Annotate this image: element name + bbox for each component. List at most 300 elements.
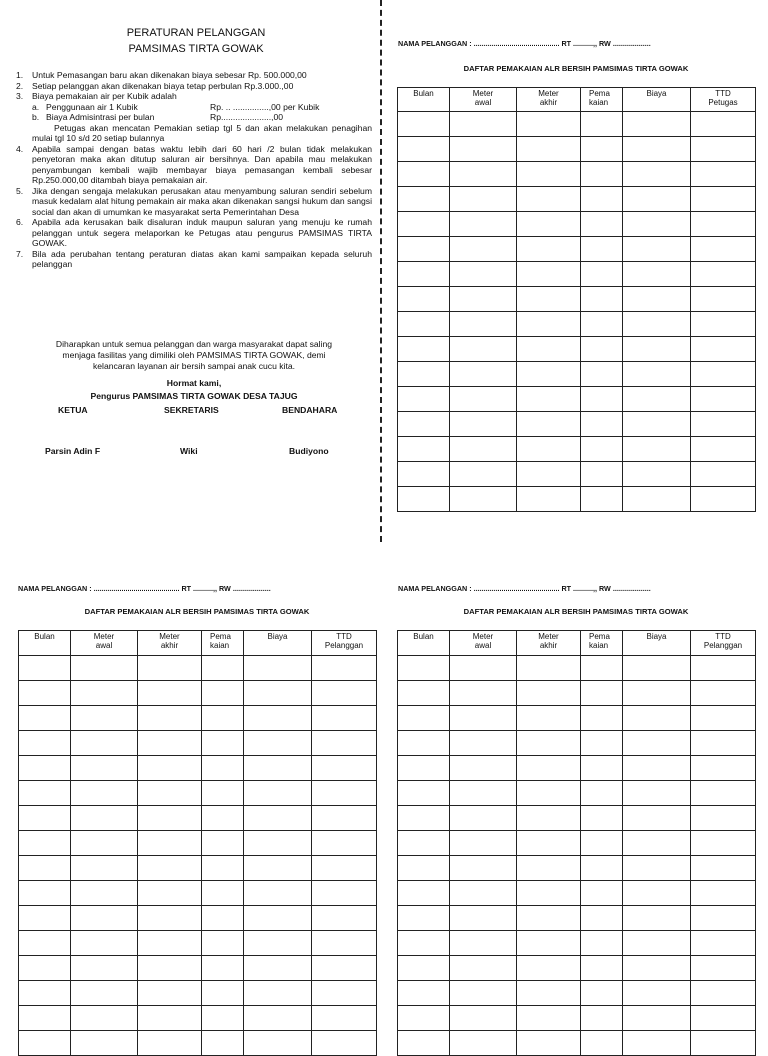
table-cell[interactable]: [312, 856, 377, 881]
table-cell[interactable]: [450, 237, 517, 262]
table-cell[interactable]: [581, 387, 623, 412]
table-cell[interactable]: [517, 881, 581, 906]
table-cell[interactable]: [450, 1006, 517, 1031]
table-cell[interactable]: [581, 137, 623, 162]
table-cell[interactable]: [71, 706, 138, 731]
table-cell[interactable]: [623, 412, 691, 437]
table-cell[interactable]: [691, 656, 756, 681]
table-cell[interactable]: [581, 956, 623, 981]
table-cell[interactable]: [312, 1031, 377, 1056]
table-cell[interactable]: [517, 931, 581, 956]
table-cell[interactable]: [244, 706, 312, 731]
table-cell[interactable]: [581, 706, 623, 731]
table-cell[interactable]: [517, 412, 581, 437]
table-cell[interactable]: [244, 1031, 312, 1056]
table-cell[interactable]: [517, 756, 581, 781]
table-cell[interactable]: [71, 981, 138, 1006]
table-cell[interactable]: [398, 487, 450, 512]
table-cell[interactable]: [517, 1006, 581, 1031]
table-cell[interactable]: [19, 931, 71, 956]
table-cell[interactable]: [691, 137, 756, 162]
table-cell[interactable]: [691, 731, 756, 756]
table-row: [398, 881, 756, 906]
table-cell[interactable]: [623, 931, 691, 956]
table-cell[interactable]: [312, 881, 377, 906]
table-cell[interactable]: [623, 731, 691, 756]
table-cell[interactable]: [623, 831, 691, 856]
table-cell[interactable]: [398, 387, 450, 412]
table-cell[interactable]: [450, 781, 517, 806]
table-cell[interactable]: [244, 956, 312, 981]
table-cell[interactable]: [691, 706, 756, 731]
table-cell[interactable]: [517, 656, 581, 681]
table-cell[interactable]: [623, 756, 691, 781]
table-cell[interactable]: [71, 906, 138, 931]
table-cell[interactable]: [312, 756, 377, 781]
table-cell[interactable]: [517, 956, 581, 981]
table-cell[interactable]: [691, 112, 756, 137]
table-cell[interactable]: [450, 731, 517, 756]
table-cell[interactable]: [71, 831, 138, 856]
table-cell[interactable]: [398, 287, 450, 312]
table-cell[interactable]: [398, 237, 450, 262]
table-cell[interactable]: [691, 212, 756, 237]
table-cell[interactable]: [138, 856, 202, 881]
table-cell[interactable]: [398, 931, 450, 956]
table-cell[interactable]: [244, 681, 312, 706]
table-cell[interactable]: [517, 237, 581, 262]
table-cell[interactable]: [71, 931, 138, 956]
table-cell[interactable]: [202, 856, 244, 881]
table-cell[interactable]: [623, 387, 691, 412]
table-cell[interactable]: [623, 856, 691, 881]
table-cell[interactable]: [691, 262, 756, 287]
table-cell[interactable]: [691, 956, 756, 981]
table-cell[interactable]: [581, 337, 623, 362]
table-cell[interactable]: [202, 831, 244, 856]
table-cell[interactable]: [581, 931, 623, 956]
table-cell[interactable]: [623, 437, 691, 462]
table-cell[interactable]: [691, 781, 756, 806]
table-cell[interactable]: [19, 956, 71, 981]
table-cell[interactable]: [623, 362, 691, 387]
table-cell[interactable]: [581, 312, 623, 337]
table-cell[interactable]: [581, 781, 623, 806]
table-cell[interactable]: [312, 956, 377, 981]
table-cell[interactable]: [312, 806, 377, 831]
table-row: [398, 681, 756, 706]
table-cell[interactable]: [398, 187, 450, 212]
table-cell[interactable]: [138, 1006, 202, 1031]
table-cell[interactable]: [19, 1031, 71, 1056]
table-cell[interactable]: [691, 806, 756, 831]
table-cell[interactable]: [450, 312, 517, 337]
table-cell[interactable]: [138, 881, 202, 906]
table-cell[interactable]: [517, 137, 581, 162]
table-cell[interactable]: [517, 1031, 581, 1056]
table-cell[interactable]: [581, 462, 623, 487]
table-cell[interactable]: [623, 781, 691, 806]
table-cell[interactable]: [691, 162, 756, 187]
table-cell[interactable]: [581, 756, 623, 781]
table-cell[interactable]: [581, 162, 623, 187]
table-cell[interactable]: [450, 212, 517, 237]
table-cell[interactable]: [691, 312, 756, 337]
table-cell[interactable]: [450, 112, 517, 137]
table-cell[interactable]: [450, 906, 517, 931]
table-cell[interactable]: [581, 731, 623, 756]
table-cell[interactable]: [581, 881, 623, 906]
table-cell[interactable]: [623, 162, 691, 187]
table-cell[interactable]: [623, 262, 691, 287]
table-cell[interactable]: [581, 262, 623, 287]
table-cell[interactable]: [202, 656, 244, 681]
table-cell[interactable]: [623, 137, 691, 162]
table-cell[interactable]: [517, 981, 581, 1006]
table-cell[interactable]: [691, 462, 756, 487]
table-cell[interactable]: [623, 337, 691, 362]
table-cell[interactable]: [138, 781, 202, 806]
table-cell[interactable]: [450, 756, 517, 781]
table-cell[interactable]: [398, 881, 450, 906]
table-cell[interactable]: [19, 906, 71, 931]
table-cell[interactable]: [138, 806, 202, 831]
table-cell[interactable]: [244, 931, 312, 956]
table-cell[interactable]: [244, 856, 312, 881]
table-cell[interactable]: [312, 731, 377, 756]
table-cell[interactable]: [398, 112, 450, 137]
table-cell[interactable]: [312, 831, 377, 856]
table-cell[interactable]: [19, 856, 71, 881]
table-cell[interactable]: [312, 981, 377, 1006]
table-cell[interactable]: [312, 781, 377, 806]
table-cell[interactable]: [312, 1006, 377, 1031]
table-cell[interactable]: [581, 1031, 623, 1056]
table-cell[interactable]: [398, 706, 450, 731]
table-cell[interactable]: [450, 187, 517, 212]
table-cell[interactable]: [623, 1031, 691, 1056]
table-cell[interactable]: [517, 856, 581, 881]
table-cell[interactable]: [138, 906, 202, 931]
table-cell[interactable]: [398, 681, 450, 706]
table-cell[interactable]: [398, 781, 450, 806]
table-cell[interactable]: [581, 212, 623, 237]
table-cell[interactable]: [398, 412, 450, 437]
table-cell[interactable]: [581, 437, 623, 462]
table-cell[interactable]: [691, 1006, 756, 1031]
table-cell[interactable]: [623, 237, 691, 262]
table-cell[interactable]: [450, 462, 517, 487]
table-cell[interactable]: [517, 681, 581, 706]
table-cell[interactable]: [312, 906, 377, 931]
table-cell[interactable]: [517, 162, 581, 187]
table-cell[interactable]: [517, 462, 581, 487]
table-cell[interactable]: [450, 162, 517, 187]
table-cell[interactable]: [312, 931, 377, 956]
table-cell[interactable]: [691, 237, 756, 262]
table-cell[interactable]: [312, 681, 377, 706]
table-cell[interactable]: [244, 981, 312, 1006]
table-cell[interactable]: [517, 731, 581, 756]
role-bendahara: BENDAHARA: [282, 405, 338, 415]
table-cell[interactable]: [398, 906, 450, 931]
table-cell[interactable]: [398, 806, 450, 831]
table-cell[interactable]: [398, 756, 450, 781]
table-cell[interactable]: [138, 656, 202, 681]
table-cell[interactable]: [517, 337, 581, 362]
table-cell[interactable]: [398, 731, 450, 756]
table-cell[interactable]: [398, 137, 450, 162]
table-cell[interactable]: [202, 806, 244, 831]
table-cell[interactable]: [202, 731, 244, 756]
table-cell[interactable]: [623, 462, 691, 487]
table-cell[interactable]: [398, 981, 450, 1006]
table-cell[interactable]: [71, 781, 138, 806]
table-cell[interactable]: [450, 337, 517, 362]
table-cell[interactable]: [691, 881, 756, 906]
table-cell[interactable]: [398, 437, 450, 462]
rule-item: 7. Bila ada perubahan tentang peraturan diatas akan kami sampaikan kepada seluruh pelanggan: [16, 248, 372, 269]
table-cell[interactable]: [623, 656, 691, 681]
table-cell[interactable]: [398, 1006, 450, 1031]
table-cell[interactable]: [19, 831, 71, 856]
table-cell[interactable]: [581, 806, 623, 831]
table-cell[interactable]: [691, 856, 756, 881]
table-cell[interactable]: [623, 287, 691, 312]
table-cell[interactable]: [623, 681, 691, 706]
table-cell[interactable]: [581, 906, 623, 931]
table-cell[interactable]: [71, 1031, 138, 1056]
table-cell[interactable]: [450, 856, 517, 881]
table-cell[interactable]: [398, 162, 450, 187]
table-cell[interactable]: [517, 362, 581, 387]
table-cell[interactable]: [398, 831, 450, 856]
table-cell[interactable]: [623, 312, 691, 337]
table-cell[interactable]: [581, 981, 623, 1006]
table-cell[interactable]: [244, 656, 312, 681]
table-cell[interactable]: [691, 756, 756, 781]
table-cell[interactable]: [19, 681, 71, 706]
table-cell[interactable]: [581, 112, 623, 137]
table-cell[interactable]: [517, 831, 581, 856]
table-cell[interactable]: [244, 906, 312, 931]
table-cell[interactable]: [71, 731, 138, 756]
table-cell[interactable]: [450, 137, 517, 162]
table-cell[interactable]: [138, 756, 202, 781]
table-cell[interactable]: [244, 756, 312, 781]
table-cell[interactable]: [517, 387, 581, 412]
table-cell[interactable]: [691, 337, 756, 362]
table-row: [398, 387, 756, 412]
table-cell[interactable]: [19, 656, 71, 681]
table-cell[interactable]: [398, 856, 450, 881]
table-cell[interactable]: [244, 781, 312, 806]
table-cell[interactable]: [202, 1006, 244, 1031]
table-cell[interactable]: [517, 806, 581, 831]
table-cell[interactable]: [398, 212, 450, 237]
table-cell[interactable]: [581, 237, 623, 262]
table-cell[interactable]: [623, 112, 691, 137]
table-cell[interactable]: [517, 781, 581, 806]
table-cell[interactable]: [138, 831, 202, 856]
table-cell[interactable]: [138, 931, 202, 956]
table-cell[interactable]: [450, 681, 517, 706]
table-cell[interactable]: [581, 487, 623, 512]
table-cell[interactable]: [398, 362, 450, 387]
table-cell[interactable]: [691, 487, 756, 512]
table-cell[interactable]: [450, 806, 517, 831]
table-cell[interactable]: [623, 487, 691, 512]
table-cell[interactable]: [202, 981, 244, 1006]
rules-title-line2: PAMSIMAS TIRTA GOWAK: [128, 43, 264, 55]
table-cell[interactable]: [398, 956, 450, 981]
table-cell[interactable]: [202, 1031, 244, 1056]
table-cell[interactable]: [312, 656, 377, 681]
table-cell[interactable]: [581, 412, 623, 437]
table-cell[interactable]: [623, 806, 691, 831]
table-cell[interactable]: [623, 881, 691, 906]
table-cell[interactable]: [623, 1006, 691, 1031]
table-cell[interactable]: [138, 681, 202, 706]
table-cell[interactable]: [398, 656, 450, 681]
table-cell[interactable]: [71, 881, 138, 906]
table-cell[interactable]: [19, 981, 71, 1006]
table-cell[interactable]: [517, 287, 581, 312]
table-cell[interactable]: [581, 856, 623, 881]
table-cell[interactable]: [691, 412, 756, 437]
table-cell[interactable]: [398, 462, 450, 487]
table-cell[interactable]: [623, 212, 691, 237]
table-cell[interactable]: [71, 806, 138, 831]
table-cell[interactable]: [691, 287, 756, 312]
table-cell[interactable]: [581, 287, 623, 312]
table-cell[interactable]: [581, 187, 623, 212]
table-cell[interactable]: [202, 881, 244, 906]
table-cell[interactable]: [398, 337, 450, 362]
table-cell[interactable]: [19, 706, 71, 731]
table-cell[interactable]: [202, 781, 244, 806]
table-cell[interactable]: [244, 1006, 312, 1031]
table-cell[interactable]: [138, 956, 202, 981]
table-cell[interactable]: [244, 881, 312, 906]
table-cell[interactable]: [450, 706, 517, 731]
table-cell[interactable]: [450, 262, 517, 287]
table-cell[interactable]: [581, 656, 623, 681]
table-cell[interactable]: [202, 681, 244, 706]
table-cell[interactable]: [623, 706, 691, 731]
table-cell[interactable]: [398, 312, 450, 337]
table-cell[interactable]: [691, 981, 756, 1006]
table-cell[interactable]: [312, 706, 377, 731]
table-cell[interactable]: [517, 906, 581, 931]
table-cell[interactable]: [19, 1006, 71, 1031]
table-cell[interactable]: [71, 681, 138, 706]
table-cell[interactable]: [202, 756, 244, 781]
table-cell[interactable]: [71, 656, 138, 681]
table-cell[interactable]: [71, 756, 138, 781]
col-meter-akhir: Meter akhir: [517, 631, 581, 656]
table-cell[interactable]: [581, 362, 623, 387]
table-cell[interactable]: [623, 981, 691, 1006]
table-cell[interactable]: [450, 1031, 517, 1056]
table-cell[interactable]: [71, 1006, 138, 1031]
table-row: [19, 806, 377, 831]
table-cell[interactable]: [398, 262, 450, 287]
table-cell[interactable]: [19, 781, 71, 806]
usage-table-pelanggan-right: [397, 630, 756, 1056]
table-cell[interactable]: [450, 287, 517, 312]
table-cell[interactable]: [138, 1031, 202, 1056]
table-cell[interactable]: [71, 856, 138, 881]
table-cell[interactable]: [623, 956, 691, 981]
table-row: [19, 831, 377, 856]
table-cell[interactable]: [71, 956, 138, 981]
table-cell[interactable]: [691, 362, 756, 387]
table-cell[interactable]: [202, 956, 244, 981]
table-cell[interactable]: [138, 706, 202, 731]
table-cell[interactable]: [138, 981, 202, 1006]
table-cell[interactable]: [691, 387, 756, 412]
table-cell[interactable]: [623, 187, 691, 212]
table-row: [398, 212, 756, 237]
table-cell[interactable]: [202, 931, 244, 956]
table-cell[interactable]: [517, 437, 581, 462]
table-cell[interactable]: [244, 831, 312, 856]
table-cell[interactable]: [691, 906, 756, 931]
table-cell[interactable]: [138, 731, 202, 756]
table-cell[interactable]: [450, 956, 517, 981]
table-cell[interactable]: [691, 187, 756, 212]
table-cell[interactable]: [691, 831, 756, 856]
table-cell[interactable]: [517, 212, 581, 237]
table-cell[interactable]: [581, 681, 623, 706]
table-cell[interactable]: [517, 706, 581, 731]
table-cell[interactable]: [19, 806, 71, 831]
table-cell[interactable]: [244, 806, 312, 831]
table-cell[interactable]: [517, 112, 581, 137]
table-cell[interactable]: [450, 981, 517, 1006]
table-cell[interactable]: [450, 656, 517, 681]
table-cell[interactable]: [450, 831, 517, 856]
table-cell[interactable]: [202, 906, 244, 931]
table-cell[interactable]: [623, 906, 691, 931]
table-cell[interactable]: [19, 756, 71, 781]
table-cell[interactable]: [450, 931, 517, 956]
table-row: [398, 781, 756, 806]
table-cell[interactable]: [581, 831, 623, 856]
table-cell[interactable]: [691, 437, 756, 462]
table-cell[interactable]: [19, 881, 71, 906]
table-cell[interactable]: [691, 1031, 756, 1056]
table-cell[interactable]: [450, 387, 517, 412]
table-cell[interactable]: [398, 1031, 450, 1056]
table-cell[interactable]: [450, 412, 517, 437]
table-cell[interactable]: [202, 706, 244, 731]
table-cell[interactable]: [691, 681, 756, 706]
table-cell[interactable]: [450, 881, 517, 906]
table-cell[interactable]: [19, 731, 71, 756]
table-cell[interactable]: [581, 1006, 623, 1031]
table-cell[interactable]: [450, 362, 517, 387]
table-cell[interactable]: [517, 262, 581, 287]
table-cell[interactable]: [244, 731, 312, 756]
table-cell[interactable]: [450, 437, 517, 462]
table-cell[interactable]: [517, 487, 581, 512]
table-cell[interactable]: [517, 187, 581, 212]
table-cell[interactable]: [450, 487, 517, 512]
table-cell[interactable]: [691, 931, 756, 956]
table-cell[interactable]: [517, 312, 581, 337]
